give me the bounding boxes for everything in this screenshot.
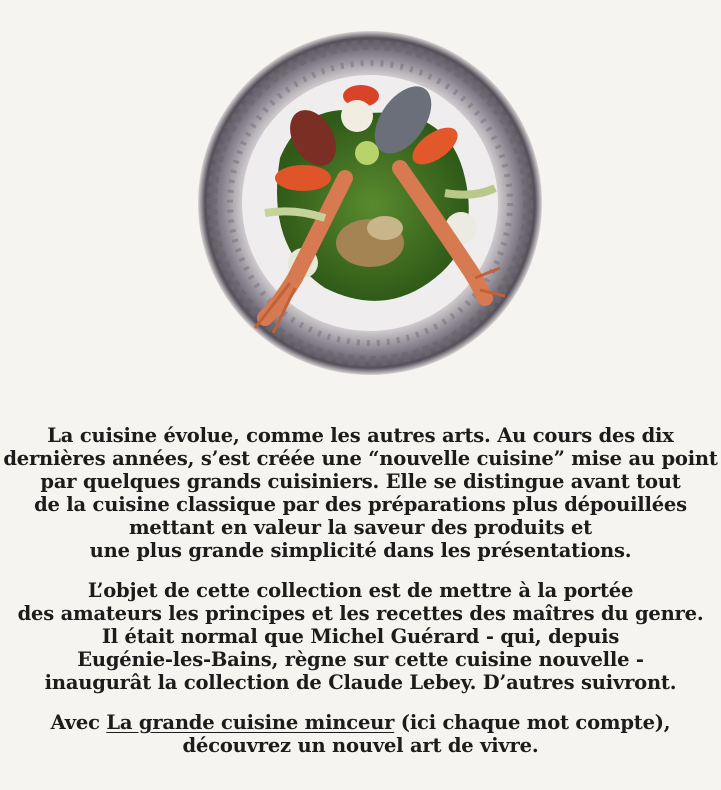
intro-line: dernières années, s’est créée une “nouvelle cuisine” mise au point xyxy=(3,447,718,470)
description-text xyxy=(0,424,721,774)
closing-line-2: découvrez un nouvel art de vivre. xyxy=(182,734,539,757)
collection-line: inaugurât la collection de Claude Lebey. D’autres suivront. xyxy=(44,671,677,694)
collection-paragraph xyxy=(0,579,721,694)
intro-line: mettant en valeur la saveur des produits et xyxy=(128,516,592,539)
collection-line: Il était normal que Michel Guérard - qui, depuis xyxy=(101,625,620,648)
plate-photo xyxy=(195,28,545,378)
intro-paragraph xyxy=(0,424,721,562)
carrot xyxy=(275,165,331,191)
intro-line: une plus grande simplicité dans les présentations. xyxy=(89,539,632,562)
book-title: La grande cuisine minceur xyxy=(106,711,395,734)
turnip xyxy=(341,100,373,132)
intro-line: par quelques grands cuisiniers. Elle se distingue avant tout xyxy=(40,470,681,493)
intro-line: de la cuisine classique par des préparations plus dépouillées xyxy=(34,493,687,516)
closing-line-1 xyxy=(0,711,721,734)
green-vegetable xyxy=(355,141,379,165)
closing-prefix: Avec xyxy=(50,711,107,734)
plate-illustration xyxy=(195,28,545,378)
collection-line: L’objet de cette collection est de mettre à la portée xyxy=(87,579,634,602)
collection-line: des amateurs les principes et les recettes des maîtres du genre. xyxy=(17,602,704,625)
intro-line: La cuisine évolue, comme les autres arts. Au cours des dix xyxy=(47,424,674,447)
collection-line: Eugénie-les-Bains, règne sur cette cuisine nouvelle - xyxy=(77,648,644,671)
shellfish xyxy=(367,216,403,240)
closing-suffix: (ici chaque mot compte), xyxy=(394,711,671,734)
closing-paragraph xyxy=(0,711,721,757)
